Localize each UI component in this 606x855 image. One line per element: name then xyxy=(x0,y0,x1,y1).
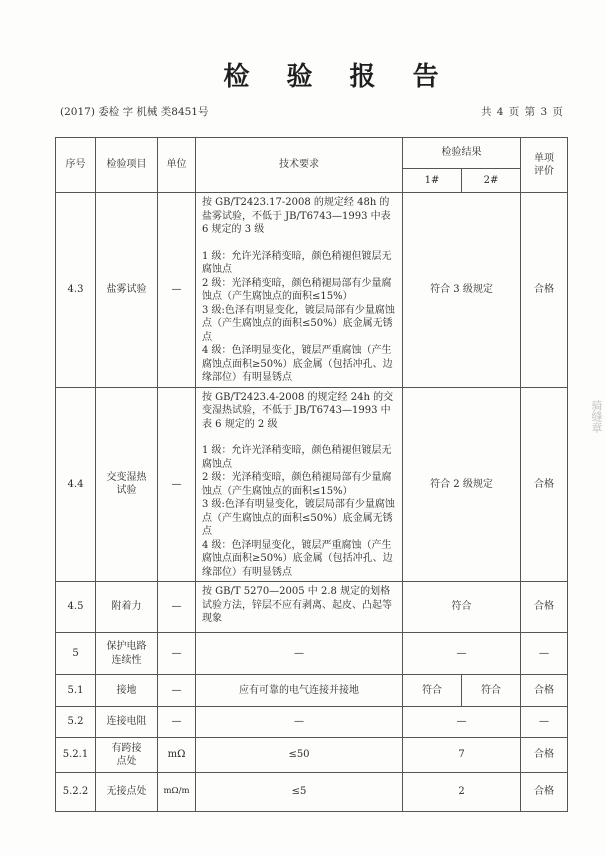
header-evaluation-line1: 单项 xyxy=(534,152,554,164)
row-unit: mΩ/m xyxy=(158,773,196,812)
row-item: 附着力 xyxy=(96,582,158,633)
requirement-level-1: 1 级：允许光泽稍变暗，颜色稍褪但镀层无腐蚀点 xyxy=(202,445,392,470)
row-evaluation: 合格 xyxy=(521,193,568,388)
requirement-level-4: 4 级：色泽明显变化，镀层严重腐蚀（产生腐蚀点面积≥50%）底金属（包括冲孔、边缘部位）有明显锈点 xyxy=(202,345,393,383)
header-requirement: 技术要求 xyxy=(196,138,403,193)
header-result-1: 1# xyxy=(403,169,462,193)
row-seq: 4.3 xyxy=(56,193,96,388)
row-result: — xyxy=(403,633,521,675)
row-result: 符合 3 级规定 xyxy=(403,193,521,388)
table-row xyxy=(56,387,568,582)
header-unit: 单位 xyxy=(158,138,196,193)
row-item: 交变湿热试验 xyxy=(96,387,158,582)
row-seq: 4.4 xyxy=(56,387,96,582)
row-seq: 5.2.1 xyxy=(56,738,96,773)
row-seq: 5 xyxy=(56,633,96,675)
row-item: 保护电路连续性 xyxy=(96,633,158,675)
row-requirement: — xyxy=(196,633,403,675)
header-row xyxy=(56,138,568,169)
header-item: 检验项目 xyxy=(96,138,158,193)
table-row xyxy=(56,193,568,388)
row-item: 连接电阻 xyxy=(96,707,158,738)
row-seq: 5.1 xyxy=(56,675,96,707)
row-unit: — xyxy=(158,193,196,388)
row-unit: mΩ xyxy=(158,738,196,773)
header-evaluation-line2: 评价 xyxy=(534,166,554,177)
row-evaluation: 合格 xyxy=(521,675,568,707)
header-seq: 序号 xyxy=(56,138,96,193)
header-evaluation xyxy=(521,138,568,193)
row-unit: — xyxy=(158,633,196,675)
requirement-intro: 按 GB/T2423.17-2008 的规定经 48h 的盐雾试验，不低于 JB/T6743—1993 中表 6 规定的 3 级 xyxy=(202,197,391,235)
row-item: 盐雾试验 xyxy=(96,193,158,388)
table-row xyxy=(56,582,568,633)
row-result: 7 xyxy=(403,738,521,773)
row-evaluation: — xyxy=(521,633,568,675)
document-number: (2017) 委检 字 机械 类8451号 xyxy=(60,106,209,118)
row-requirement: — xyxy=(196,707,403,738)
row-unit: — xyxy=(158,707,196,738)
report-title: 检 验 报 告 xyxy=(223,62,453,92)
row-result-1: 符合 xyxy=(403,675,462,707)
row-item: 接地 xyxy=(96,675,158,707)
row-unit: — xyxy=(158,387,196,582)
row-item: 有跨接点处 xyxy=(96,738,158,773)
page-info: 共 4 页 第 3 页 xyxy=(480,106,564,118)
row-result: — xyxy=(403,707,521,738)
requirement-level-3: 3 级:色泽有明显变化，镀层局部有少量腐蚀点（产生腐蚀点的面积≤50%）底金属无锈点 xyxy=(202,304,395,343)
requirement-level-1: 1 级：允许光泽稍变暗，颜色稍褪但镀层无腐蚀点 xyxy=(202,250,392,275)
row-requirement: 按 GB/T 5270—2005 中 2.8 规定的划格试验方法，锌层不应有剥离、起皮、凸起等现象 xyxy=(196,582,403,633)
row-item: 无接点处 xyxy=(96,773,158,812)
table-row xyxy=(56,773,568,812)
row-seq: 5.2.2 xyxy=(56,773,96,812)
table-row xyxy=(56,738,568,773)
row-requirement xyxy=(196,193,403,388)
row-evaluation: 合格 xyxy=(521,738,568,773)
row-requirement: ≤5 xyxy=(196,773,403,812)
row-evaluation: — xyxy=(521,707,568,738)
row-requirement xyxy=(196,387,403,582)
row-unit: — xyxy=(158,675,196,707)
table-row xyxy=(56,633,568,675)
row-evaluation: 合格 xyxy=(521,387,568,582)
header-result-2: 2# xyxy=(462,169,521,193)
row-result: 符合 2 级规定 xyxy=(403,387,521,582)
requirement-level-2: 2 级：光泽稍变暗，颜色稍褪局部有少量腐蚀点（产生腐蚀点的面积≤15%） xyxy=(202,472,392,497)
row-evaluation: 合格 xyxy=(521,582,568,633)
row-result-2: 符合 xyxy=(462,675,521,707)
requirement-level-3: 3 级:色泽有明显变化，镀层局部有少量腐蚀点（产生腐蚀点的面积≤50%）底金属无锈点 xyxy=(202,499,395,537)
seam-stamp: 骑缝章 xyxy=(590,400,603,433)
requirement-level-2: 2 级：光泽稍变暗，颜色稍褪局部有少量腐蚀点（产生腐蚀点的面积≤15%） xyxy=(202,277,392,302)
row-requirement: 应有可靠的电气连接并接地 xyxy=(196,675,403,707)
table-row xyxy=(56,675,568,707)
row-evaluation: 合格 xyxy=(521,773,568,812)
inspection-table xyxy=(55,137,568,812)
row-seq: 4.5 xyxy=(56,582,96,633)
row-requirement: ≤50 xyxy=(196,738,403,773)
requirement-level-4: 4 级：色泽明显变化，镀层严重腐蚀（产生腐蚀点面积≥50%）底金属（包括冲孔、边缘部位）有明显锈点 xyxy=(202,539,393,578)
header-result: 检验结果 xyxy=(403,138,521,169)
row-unit: — xyxy=(158,582,196,633)
row-result: 符合 xyxy=(403,582,521,633)
requirement-intro: 按 GB/T2423.4-2008 的规定经 24h 的交变湿热试验，不低于 JB/T6743—1993 中表 6 规定的 2 级 xyxy=(202,391,394,430)
row-seq: 5.2 xyxy=(56,707,96,738)
row-result: 2 xyxy=(403,773,521,812)
table-row xyxy=(56,707,568,738)
